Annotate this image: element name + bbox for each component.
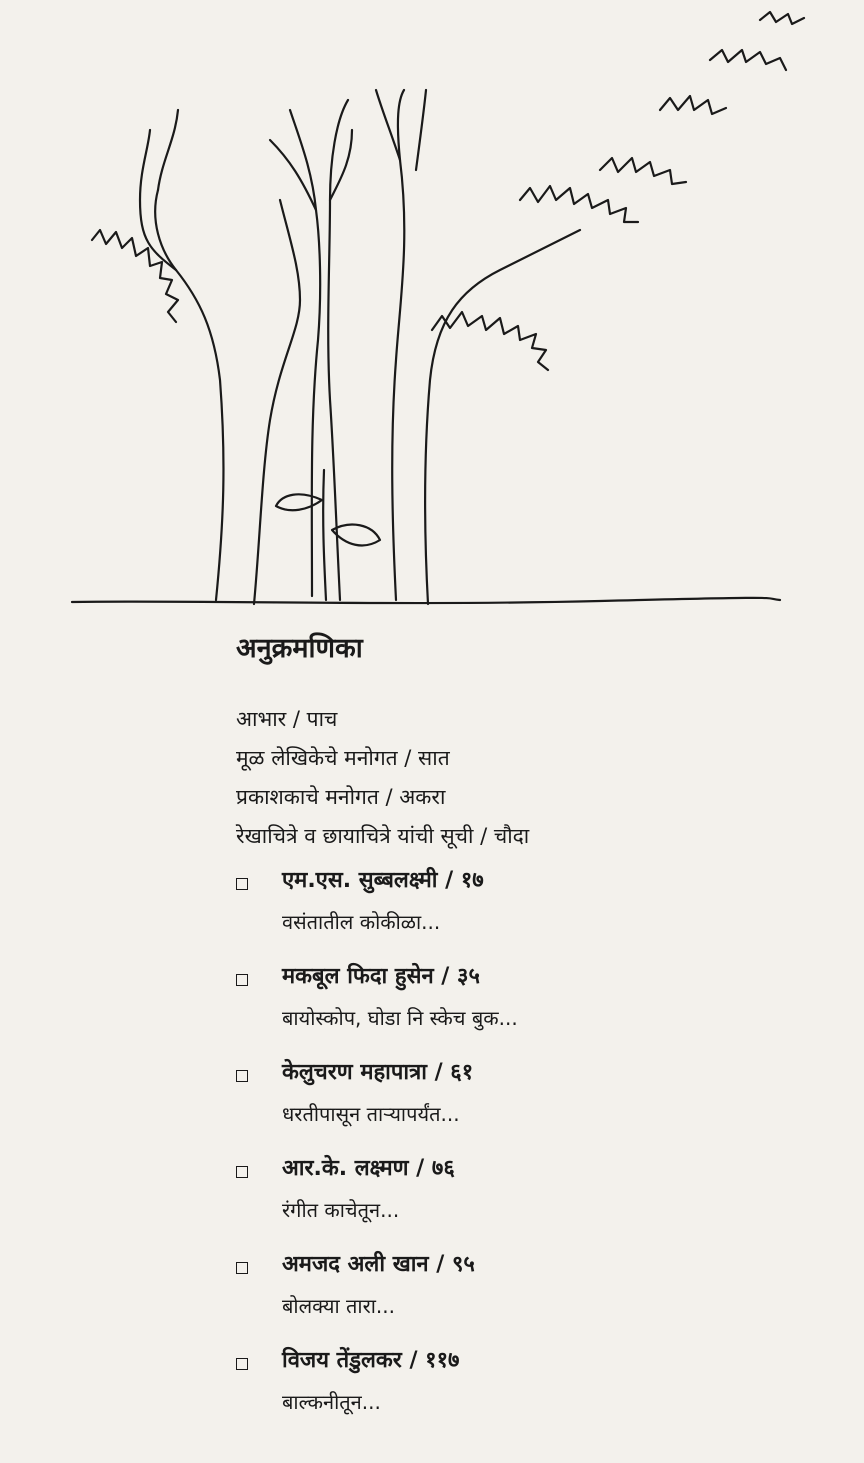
checkbox-icon	[236, 1070, 248, 1082]
chapter-subtitle: बाल्कनीतून...	[282, 1390, 381, 1414]
front-matter-item: मूळ लेखिकेचे मनोगत / सात	[236, 746, 450, 770]
left-trunk	[155, 190, 223, 600]
checkbox-icon	[236, 1262, 248, 1274]
sapling-leaf	[276, 494, 322, 510]
left-foliage	[92, 230, 178, 322]
front-matter-item: रेखाचित्रे व छायाचित्रे यांची सूची / चौदा	[236, 824, 530, 848]
checkbox-icon	[236, 974, 248, 986]
chapter-heading: एम.एस. सुब्बलक्ष्मी / १७	[282, 868, 484, 893]
front-matter-list	[236, 700, 529, 856]
chapter-subtitle: धरतीपासून ताऱ्यापर्यंत...	[282, 1102, 460, 1126]
chapter-subtitle: बोलक्या तारा...	[282, 1294, 396, 1318]
chapter-heading: विजय तेंडुलकर / ११७	[282, 1348, 460, 1373]
toc-title: अनुक्रमणिका	[236, 633, 363, 664]
chapter-heading: अमजद अली खान / ९५	[282, 1252, 475, 1277]
front-matter-item: आभार / पाच	[236, 707, 338, 731]
chapter-heading: आर.के. लक्ष्मण / ७६	[282, 1156, 455, 1181]
checkbox-icon	[236, 1358, 248, 1370]
chapter-heading: मकबूल फिदा हुसेन / ३५	[282, 964, 480, 989]
ground-line	[72, 598, 780, 603]
tree-illustration	[0, 0, 864, 620]
chapter-subtitle: वसंतातील कोकीळा...	[282, 910, 441, 934]
right-foliage	[432, 312, 548, 370]
sapling-stem	[323, 470, 326, 600]
right-trunk	[392, 90, 404, 600]
center-trunk	[290, 110, 320, 596]
checkbox-icon	[236, 878, 248, 890]
checkbox-icon	[236, 1166, 248, 1178]
chapter-heading: केलुचरण महापात्रा / ६१	[282, 1060, 474, 1085]
chapter-subtitle: बायोस्कोप, घोडा नि स्केच बुक...	[282, 1006, 518, 1030]
front-matter-item: प्रकाशकाचे मनोगत / अकरा	[236, 785, 446, 809]
chapter-subtitle: रंगीत काचेतून...	[282, 1198, 400, 1222]
